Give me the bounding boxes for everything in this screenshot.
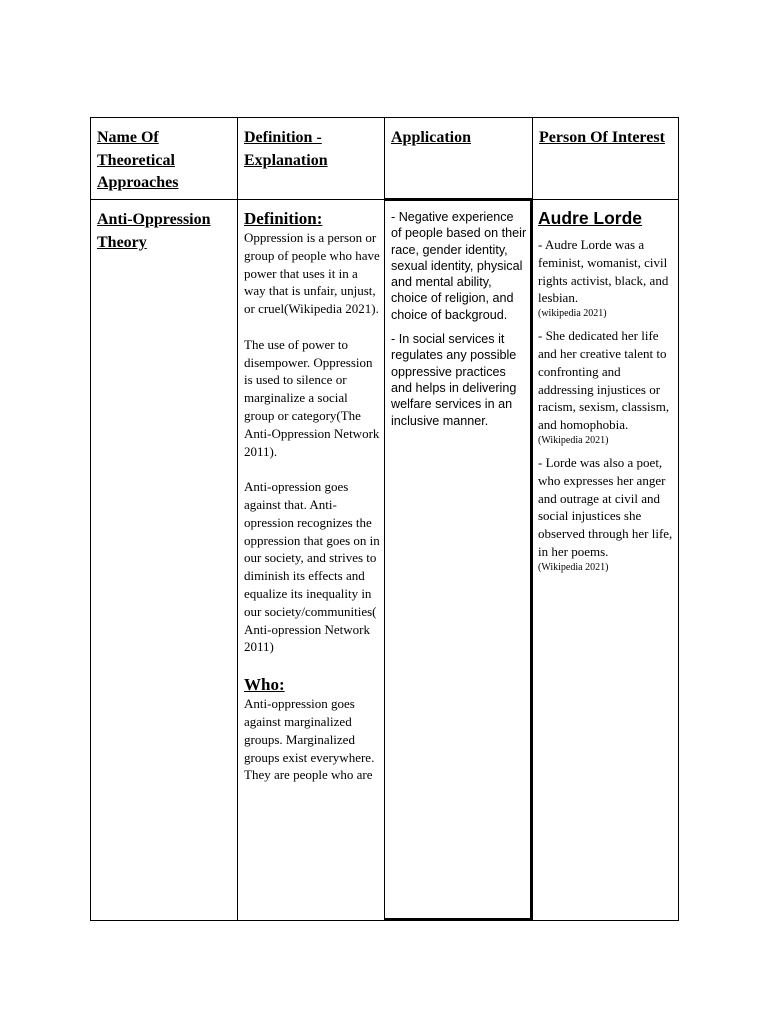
application-cell [391, 209, 527, 429]
definition-paragraph: Anti-opression goes against that. Anti-opression recognizes the oppression that goes on in our society, and strives to diminish its effects and equalize its inequality in our society/communities( Anti-opression Network 2011) [244, 479, 380, 655]
definition-paragraph: Oppression is a person or group of people who have power that uses it in a way that is unfair, unjust, or cruel(Wikipedia 2021). [244, 230, 380, 317]
application-paragraph: - Negative experience of people based on their race, gender identity, sexual identity, physical and mental ability, choice of religion, and choice of backgroud. [391, 210, 527, 322]
header-application: Application [391, 129, 472, 146]
citation: (wikipedia 2021) [538, 308, 607, 320]
column-divider [237, 118, 238, 920]
definition-heading: Definition: [244, 209, 323, 228]
citation: (Wikipedia 2021) [538, 434, 609, 446]
header-person-of-interest: Person Of Interest [539, 129, 665, 146]
application-cell-border [384, 198, 533, 201]
definition-paragraph: The use of power to disempower. Oppression is used to silence or marginalize a social group or category(The Anti-Oppression Network 2011). [244, 336, 380, 459]
header-theoretical-approaches: Name Of Theoretical Approaches [97, 129, 179, 191]
person-cell [538, 207, 674, 574]
person-entry: - Audre Lorde was a feminist, womanist, civil rights activist, black, and lesbian. [538, 237, 669, 306]
definition-cell [244, 208, 380, 784]
approach-name: Anti-Oppression Theory [97, 211, 211, 251]
who-heading: Who: [244, 675, 285, 695]
application-cell-border [384, 918, 533, 921]
who-paragraph: Anti-oppression goes against marginalized groups. Marginalized groups exist everywhere. They are people who are [244, 696, 375, 783]
theory-table [90, 117, 679, 921]
person-entry: - Lorde was also a poet, who expresses her anger and outrage at civil and social injustices she observed through her life, in her poems. [538, 454, 673, 559]
column-divider [384, 118, 385, 920]
person-name: Audre Lorde [538, 208, 643, 228]
header-definition-explanation: Definition - Explanation [244, 129, 328, 169]
application-cell-border [530, 198, 533, 921]
citation: (Wikipedia 2021) [538, 561, 609, 573]
application-paragraph: - In social services it regulates any possible oppressive practices and helps in delivering welfare services in an inclusive manner. [391, 332, 517, 428]
person-entry: - She dedicated her life and her creative talent to confronting and addressing injustices or racism, sexism, classism, and homophobia. [538, 328, 670, 433]
